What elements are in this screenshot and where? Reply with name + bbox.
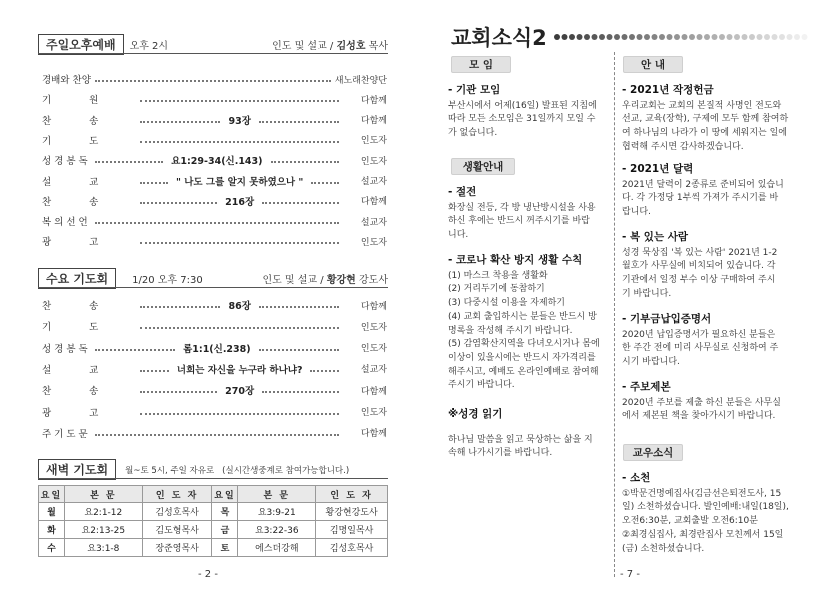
text-line: 월호가 사무실에 비치되어 있습니다. 각 xyxy=(622,261,776,272)
dot-leader xyxy=(140,327,339,329)
column-divider xyxy=(614,52,615,577)
decoration-dot xyxy=(637,34,643,40)
order-row xyxy=(42,341,387,355)
wednesday-service-time: 1/20 오후 7:30 xyxy=(132,275,203,286)
text-line: 협력해 주시면 감사하겠습니다. xyxy=(622,141,744,152)
page-number-left: - 2 - xyxy=(198,569,218,580)
order-responsible: 인도자 xyxy=(360,408,387,418)
text-line: (4) 교회 출입하시는 분들은 반드시 방 xyxy=(448,311,597,322)
decoration-dot xyxy=(802,34,808,40)
order-responsible: 인도자 xyxy=(360,344,387,355)
text-line: 오전6:30분, 교회출발 오전6:10분 xyxy=(622,516,758,527)
order-content: 270장 xyxy=(225,386,255,398)
page-number-right: - 7 - xyxy=(620,569,640,580)
order-responsible: 새노래찬양단 xyxy=(334,75,387,86)
text-line: 하신 후에는 반드시 꺼주시기를 바랍 xyxy=(448,216,590,227)
decoration-dot xyxy=(674,34,680,40)
text-line: 하나님 말씀을 읽고 묵상하는 삶을 지 xyxy=(448,434,593,445)
order-label: 기원 xyxy=(42,95,137,107)
order-row xyxy=(42,234,387,248)
title-dot-decoration xyxy=(553,32,808,42)
order-row xyxy=(42,153,387,167)
sunday-service-title: 주일오후예배 xyxy=(38,34,124,55)
decoration-dot xyxy=(787,34,793,40)
decoration-dot xyxy=(712,34,718,40)
order-responsible: 다함께 xyxy=(360,429,387,440)
order-row xyxy=(42,426,387,440)
sunday-service-time: 오후 2시 xyxy=(129,41,169,52)
order-label: 찬송 xyxy=(42,386,137,398)
table-cell: 목 xyxy=(212,503,238,521)
order-label: 성경봉독 xyxy=(42,156,91,168)
dawn-schedule-table xyxy=(38,485,388,557)
decoration-dot xyxy=(667,34,673,40)
text-line: 한 주간 전에 미리 사무실로 신청하여 주 xyxy=(622,343,779,354)
text-line: 랍니다. xyxy=(622,207,651,218)
dot-leader xyxy=(95,161,164,163)
text-line: 속해 나가시기를 바랍니다. xyxy=(448,448,553,459)
dot-leader xyxy=(140,182,168,184)
text-line: 해주시고, 예배도 온라인예배로 참여해 xyxy=(448,366,599,377)
decoration-dot xyxy=(629,34,635,40)
decoration-dot xyxy=(749,34,755,40)
sunday-service-header xyxy=(38,34,388,55)
dawn-service-header xyxy=(38,459,388,480)
decoration-dot xyxy=(734,34,740,40)
order-content: 요1:29-34(신.143) xyxy=(171,156,263,168)
order-row xyxy=(42,362,387,376)
order-label: 기도 xyxy=(42,135,137,147)
decoration-dot xyxy=(644,34,650,40)
dot-leader xyxy=(140,306,220,308)
decoration-dot xyxy=(689,34,695,40)
decoration-dot xyxy=(719,34,725,40)
table-header-cell: 인 도 자 xyxy=(142,486,212,503)
wednesday-service-title: 수요 기도회 xyxy=(38,268,116,289)
article-power-saving: - 절전 화장실 전등, 각 방 냉난방시설을 사용 하신 후에는 반드시 꺼주시기를 바랍 니다. xyxy=(448,186,613,243)
table-cell: 김도형목사 xyxy=(142,521,212,539)
text-line: 2020년 납입증명서가 필요하신 분들은 xyxy=(622,329,776,340)
order-row xyxy=(42,72,387,86)
decoration-dot xyxy=(704,34,710,40)
text-line: ②최경심집사, 최경란집사 모친께서 15일 xyxy=(622,529,784,540)
text-line: 우리교회는 교회의 본질적 사명인 전도와 xyxy=(622,100,782,111)
order-responsible: 다함께 xyxy=(360,95,387,106)
table-cell: 요2:1-12 xyxy=(64,503,142,521)
article-bulletin-binding: - 주보제본 2020년 주보를 제출 하신 분들은 사무실 에서 제본된 책을 찾아가시기 바랍니다. xyxy=(622,381,812,424)
text-line: 기관에서 일정 부수 이상 구매하여 주시 xyxy=(622,275,776,286)
text-line: 선교, 교육(장학), 구제에 모두 함께 참여하 xyxy=(622,114,789,125)
dot-leader xyxy=(271,161,340,163)
text-line: 명록을 작성해 주시기 바랍니다. xyxy=(448,325,573,336)
dot-leader xyxy=(259,306,339,308)
order-row xyxy=(42,174,387,188)
section-pill-notices: 안 내 xyxy=(623,56,683,73)
order-responsible: 인도자 xyxy=(360,136,387,147)
article-devotional: - 복 있는 사람 성경 묵상집 '복 있는 사람' 2021년 1-2 월호가 사무실에 비치되어 있습니다. 각 기관에서 일정 부수 이상 구매하여 주시 기 바랍니다. xyxy=(622,231,812,302)
table-header-cell: 인 도 자 xyxy=(316,486,388,503)
dot-leader xyxy=(140,202,217,204)
table-cell: 요3:22-36 xyxy=(238,521,316,539)
order-row xyxy=(42,133,387,147)
text-line: 주시기 바랍니다. xyxy=(448,380,515,391)
decoration-dot xyxy=(779,34,785,40)
decoration-dot xyxy=(584,34,590,40)
table-cell: 수 xyxy=(39,539,65,557)
order-responsible: 다함께 xyxy=(360,301,388,312)
section-pill-member-news: 교우소식 xyxy=(623,444,683,461)
text-line: 2021년 달력이 2종류로 준비되어 있습니 xyxy=(622,179,784,190)
dot-leader xyxy=(262,202,339,204)
order-responsible: 설교자 xyxy=(360,217,387,228)
table-cell: 토 xyxy=(212,539,238,557)
dot-leader xyxy=(140,121,220,123)
order-label: 찬송 xyxy=(42,115,137,127)
order-row xyxy=(42,298,387,312)
order-label: 찬송 xyxy=(42,301,137,312)
table-cell: 요3:9-21 xyxy=(238,503,316,521)
order-responsible: 인도자 xyxy=(360,322,387,333)
text-line: (5) 감염확산지역을 다녀오시거나 몸에 xyxy=(448,339,600,350)
decoration-dot xyxy=(764,34,770,40)
decoration-dot xyxy=(659,34,665,40)
article-pledge-offering: - 2021년 작정헌금 우리교회는 교회의 본질적 사명인 전도와 선교, 교육(장학), 구제에 모두 함께 참여하 여 하나님의 나라가 이 땅에 세워지는 일에 협력해 주시면 감사하겠습니다. xyxy=(622,84,812,155)
text-line: ①박문건명예집사(김금선은퇴전도사, 15 xyxy=(622,488,782,499)
decoration-dot xyxy=(554,34,560,40)
decoration-dot xyxy=(697,34,703,40)
dot-leader xyxy=(140,391,217,393)
decoration-dot xyxy=(607,34,613,40)
dot-leader xyxy=(311,182,339,184)
order-responsible: 설교자 xyxy=(360,177,387,187)
decoration-dot xyxy=(592,34,598,40)
decoration-dot xyxy=(622,34,628,40)
order-content: 93장 xyxy=(228,115,251,127)
table-row xyxy=(39,539,388,557)
text-line: 화장실 전등, 각 방 냉난방시설을 사용 xyxy=(448,202,596,213)
order-responsible: 다함께 xyxy=(360,116,388,127)
table-cell: 요3:1-8 xyxy=(64,539,142,557)
table-cell: 요2:13-25 xyxy=(64,521,142,539)
dot-leader xyxy=(262,391,339,393)
decoration-dot xyxy=(757,34,763,40)
order-responsible: 다함께 xyxy=(360,197,387,208)
wednesday-service-leader: 인도 및 설교 / 황강현 강도사 xyxy=(262,275,388,286)
order-content: 86장 xyxy=(228,301,251,312)
text-line: (1) 마스크 착용을 생활화 xyxy=(448,270,548,281)
text-line: 에서 제본된 책을 찾아가시기 바랍니다. xyxy=(622,411,776,422)
text-line: (3) 다중시설 이용을 자제하기 xyxy=(448,298,565,309)
order-content: 너희는 자신을 누구라 하나냐? xyxy=(176,364,303,376)
table-cell: 장준영목사 xyxy=(142,539,212,557)
text-line: 기 바랍니다. xyxy=(622,288,672,299)
dawn-service-note: (실시간생중계로 참여가능합니다.) xyxy=(222,465,350,476)
table-cell: 에스더강해 xyxy=(238,539,316,557)
text-line: (금) 소천하셨습니다. xyxy=(622,543,705,554)
decoration-dot xyxy=(652,34,658,40)
table-header-cell: 요일 xyxy=(39,486,65,503)
article-passing: - 소천 ①박문건명예집사(김금선은퇴전도사, 15 일) 소천하셨습니다. 발인예배:내일(18일), 오전6:30분, 교회출발 오전6:10분 ②최경심집사, 최경란집사 모친께서 15일 (금) 소천하셨습니다. xyxy=(622,472,812,556)
text-line: 따라 모든 소모임은 31일까지 모일 수 xyxy=(448,114,596,125)
order-label: 광고 xyxy=(42,237,137,249)
order-label: 주기도문 xyxy=(42,428,91,440)
order-content: 롬1:1(신.238) xyxy=(183,343,251,355)
order-responsible: 다함께 xyxy=(360,386,387,397)
dot-leader xyxy=(95,222,339,224)
order-row xyxy=(42,194,387,208)
order-label: 설교 xyxy=(42,364,137,376)
text-line: 이상이 있을시에는 반드시 자가격리를 xyxy=(448,352,596,363)
decoration-dot xyxy=(794,34,800,40)
section-pill-living-guide: 생활안내 xyxy=(451,158,515,175)
table-cell: 김명일목사 xyxy=(316,521,388,539)
dot-leader xyxy=(95,349,175,351)
order-label: 경배와 찬양 xyxy=(42,75,91,86)
table-header-cell: 요일 xyxy=(212,486,238,503)
dawn-service-title: 새벽 기도회 xyxy=(38,459,116,480)
table-cell: 김성호목사 xyxy=(142,503,212,521)
table-row xyxy=(39,521,388,539)
text-line: 다. 각 가정당 1부씩 가져가 주시기를 바 xyxy=(622,193,779,204)
order-responsible: 설교자 xyxy=(360,365,388,376)
order-row xyxy=(42,92,387,106)
order-row xyxy=(42,383,387,397)
decoration-dot xyxy=(577,34,583,40)
article-group-meeting: - 기관 모임 부산시에서 어제(16일) 발표된 지침에 따라 모든 소모임은 31일까지 모일 수 가 없습니다. xyxy=(448,84,613,141)
table-header-cell: 본 문 xyxy=(238,486,316,503)
text-line: 가 없습니다. xyxy=(448,128,498,139)
dot-leader xyxy=(310,370,339,372)
dot-leader xyxy=(95,80,331,82)
order-label: 광고 xyxy=(42,407,137,419)
text-line: 시기 바랍니다. xyxy=(622,357,680,368)
table-cell: 김성호목사 xyxy=(316,539,388,557)
text-line: 성경 묵상집 '복 있는 사람' 2021년 1-2 xyxy=(622,247,778,258)
order-responsible: 인도자 xyxy=(360,237,387,248)
table-header-cell: 본 문 xyxy=(64,486,142,503)
dot-leader xyxy=(140,413,339,415)
text-line: 여 하나님의 나라가 이 땅에 세워지는 일에 xyxy=(622,128,787,139)
table-cell: 황강현강도사 xyxy=(316,503,388,521)
table-row xyxy=(39,503,388,521)
text-line: 일) 소천하셨습니다. 발인예배:내일(18일), xyxy=(622,502,789,513)
dot-leader xyxy=(259,121,339,123)
decoration-dot xyxy=(614,34,620,40)
order-label: 성경봉독 xyxy=(42,343,91,355)
table-cell: 금 xyxy=(212,521,238,539)
order-responsible: 인도자 xyxy=(360,156,387,167)
decoration-dot xyxy=(562,34,568,40)
article-covid-rules: - 코로나 확산 방지 생활 수칙 (1) 마스크 착용을 생활화 (2) 거리두기에 동참하기 (3) 다중시설 이용을 자제하기 (4) 교회 출입하시는 분들은 반드시 방 명록을 작성해 주시기 바랍니다. (5) 감염확산지역을 다녀오시거나 몸에 이상이 있을시에는 반드시 자가격리를 해주시고, 예배도 온라인예배로 참여해 주시기 바랍니다. xyxy=(448,254,613,393)
dawn-service-time: 월~토 5시, 주일 자유로 xyxy=(125,465,215,476)
order-label: 기도 xyxy=(42,322,137,334)
dot-leader xyxy=(259,349,339,351)
text-line: 2020년 주보를 제출 하신 분들은 사무실 xyxy=(622,397,781,408)
article-bible-reading: ※성경 읽기 하나님 말씀을 읽고 묵상하는 삶을 지 속해 나가시기를 바랍니다. xyxy=(448,408,613,461)
wednesday-service-header xyxy=(38,268,388,289)
decoration-dot xyxy=(727,34,733,40)
text-line: (2) 거리두기에 동참하기 xyxy=(448,284,545,295)
order-content: 216장 xyxy=(225,196,255,208)
text-line: 니다. xyxy=(448,230,469,241)
order-row xyxy=(42,214,387,228)
decoration-dot xyxy=(742,34,748,40)
order-label: 설교 xyxy=(42,176,137,188)
dot-leader xyxy=(140,370,169,372)
order-row xyxy=(42,319,387,333)
decoration-dot xyxy=(569,34,575,40)
dot-leader xyxy=(140,100,339,102)
order-row xyxy=(42,113,387,127)
order-row xyxy=(42,405,387,419)
section-pill-meetings: 모 임 xyxy=(451,56,511,73)
decoration-dot xyxy=(599,34,605,40)
order-content: " 나도 그를 알지 못하였으나 " xyxy=(175,176,304,188)
page-title: 교회소식2 xyxy=(451,26,547,50)
article-calendar: - 2021년 달력 2021년 달력이 2종류로 준비되어 있습니 다. 각 가정당 1부씩 가져가 주시기를 바 랍니다. xyxy=(622,163,812,220)
dot-leader xyxy=(140,242,339,244)
dot-leader xyxy=(95,434,339,436)
sunday-service-leader: 인도 및 설교 / 김성호 목사 xyxy=(272,41,388,52)
table-cell: 화 xyxy=(39,521,65,539)
decoration-dot xyxy=(682,34,688,40)
dot-leader xyxy=(140,141,339,143)
article-donation-receipt: - 기부금납입증명서 2020년 납입증명서가 필요하신 분들은 한 주간 전에 미리 사무실로 신청하여 주 시기 바랍니다. xyxy=(622,313,812,370)
order-label: 복의선언 xyxy=(42,217,91,229)
table-cell: 월 xyxy=(39,503,65,521)
order-label: 찬송 xyxy=(42,196,137,208)
text-line: 부산시에서 어제(16일) 발표된 지침에 xyxy=(448,100,597,111)
decoration-dot xyxy=(772,34,778,40)
